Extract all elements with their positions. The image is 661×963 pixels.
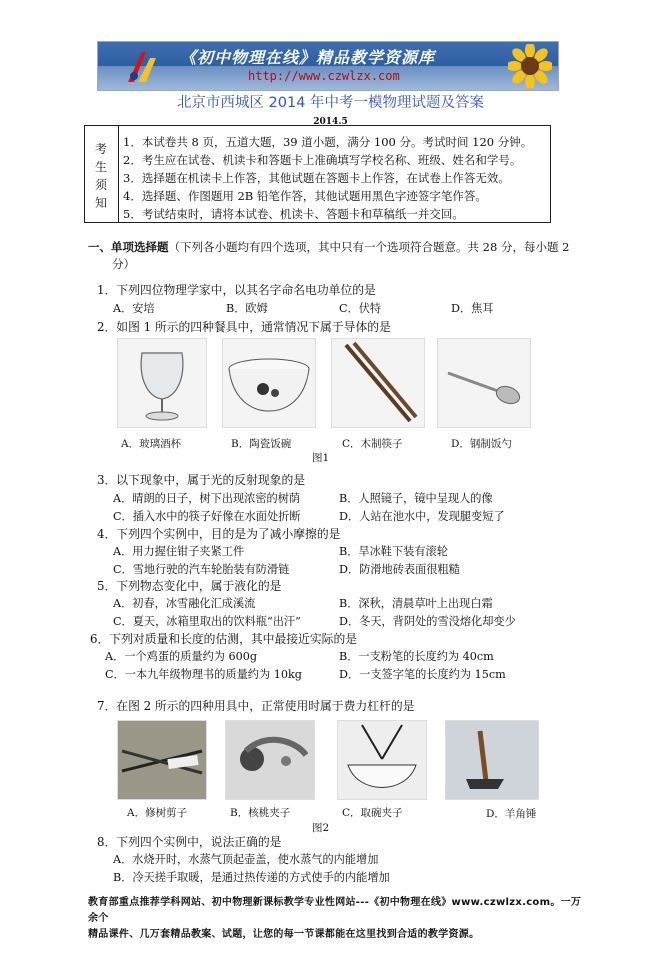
section-description-cont: 分） (112, 257, 135, 271)
q4-option-d: D．防滑地砖表面很粗糙 (339, 563, 460, 576)
q6-option-b: B．一支粉笔的长度约为 40cm (339, 650, 494, 663)
q6-option-d: D．一支签字笔的长度约为 15cm (339, 668, 506, 681)
footer-line-1: 教育部重点推荐学科网站、初中物理新课标教学专业性网站---《初中物理在线》www.czwlzx.com。一万余个 (88, 897, 582, 924)
header-banner (97, 41, 559, 91)
banner-title: 《初中物理在线》精品教学资源库 (180, 48, 436, 67)
question-4-stem: 4．下列四个实例中，目的是为了减小摩擦的是 (97, 527, 341, 541)
steel-spoon-image (437, 338, 531, 428)
q3-option-b: B．人照镜子，镜中呈现人的像 (339, 492, 493, 505)
site-logo-icon (124, 48, 160, 84)
q6-option-c: C．一本九年级物理书的质量约为 10kg (105, 668, 302, 681)
section-title: 一、单项选择题 (88, 240, 169, 254)
q1-option-a: A．安培 (113, 302, 155, 315)
pruning-shears-image (117, 720, 207, 800)
notice-line: 4．选择题、作图题用 2B 铅笔作答，其他试题用黑色字迹签字笔作答。 (123, 189, 487, 203)
footer-line-2: 精品课件、几万套精品教案、试题，让您的每一节课都能在这里找到合适的教学资源。 (88, 929, 480, 940)
q4-option-b: B．旱冰鞋下装有滚轮 (339, 545, 448, 558)
notice-side-char: 考 (95, 142, 108, 156)
wine-glass-image (117, 338, 207, 428)
q8-option-b: B．冷天搓手取暖，是通过热传递的方式使手的内能增加 (113, 871, 390, 884)
q1-option-d: D．焦耳 (451, 302, 494, 315)
page-footer (88, 895, 588, 943)
q3-option-a: A．晴朗的日子，树下出现浓密的树荫 (113, 492, 301, 505)
q5-option-a: A．初春，冰雪融化汇成溪流 (113, 597, 256, 610)
notice-side-char: 须 (95, 178, 108, 192)
q6-option-a: A．一个鸡蛋的质量约为 600g (105, 650, 258, 663)
notice-line: 1．本试卷共 8 页，五道大题，39 道小题，满分 100 分。考试时间 120 分钟。 (123, 135, 533, 149)
fig1-caption-a: A．玻璃酒杯 (121, 438, 182, 450)
q8-option-a: A．水烧开时，水蒸气顶起壶盖，使水蒸气的内能增加 (113, 853, 379, 866)
q3-option-c: C．插入水中的筷子好像在水面处折断 (113, 510, 301, 523)
q1-option-c: C．伏特 (339, 302, 382, 315)
document-title: 北京市西城区 2014 年中考一模物理试题及答案 (176, 95, 485, 111)
q4-option-c: C．雪地行驶的汽车轮胎装有防滑链 (113, 563, 290, 576)
q4-option-a: A．用力握住钳子夹紧工件 (113, 545, 245, 558)
figure-2-label: 图2 (312, 822, 330, 834)
q5-option-b: B．深秋，清晨草叶上出现白霜 (339, 597, 493, 610)
sunflower-icon (508, 44, 552, 88)
question-3-stem: 3．以下现象中，属于光的反射现象的是 (97, 473, 306, 487)
question-2-stem: 2．如图 1 所示的四种餐具中，通常情况下属于导体的是 (97, 320, 391, 334)
q3-option-d: D．人站在池水中，发现腿变短了 (339, 510, 505, 523)
q1-option-b: B．欧姆 (226, 302, 268, 315)
banner-url[interactable]: http://www.czwlzx.com (248, 69, 400, 83)
walnut-cracker-image (225, 720, 315, 800)
fig1-caption-c: C．木制筷子 (342, 438, 403, 450)
bowl-clip-image (337, 720, 427, 800)
question-5-stem: 5．下列物态变化中，属于液化的是 (97, 579, 282, 593)
fig2-caption-d: D．羊角锤 (486, 808, 537, 820)
question-6-stem: 6．下列对质量和长度的估测，其中最接近实际的是 (90, 632, 358, 646)
ceramic-bowl-image (222, 338, 316, 428)
q5-option-d: D．冬天，背阴处的雪没熔化却变少 (339, 615, 516, 628)
notice-side-label (85, 126, 119, 222)
claw-hammer-image (445, 720, 539, 800)
fig1-caption-d: D．钢制饭勺 (451, 438, 512, 450)
question-7-stem: 7．在图 2 所示的四种用具中，正常使用时属于费力杠杆的是 (97, 699, 415, 713)
document-date: 2014.5 (313, 117, 348, 127)
notice-line: 3．选择题在机读卡上作答，其他试题在答题卡上作答，在试卷上作答无效。 (123, 171, 510, 185)
fig2-caption-a: A．修树剪子 (127, 807, 188, 819)
fig2-caption-c: C．取碗夹子 (342, 807, 403, 819)
fig2-caption-b: B．核桃夹子 (230, 807, 291, 819)
exam-notice-box (84, 125, 551, 223)
section-description: （下列各小题均有四个选项，其中只有一个选项符合题意。共 28 分，每小题 2 (168, 240, 570, 254)
fig1-caption-b: B．陶瓷饭碗 (231, 438, 292, 450)
wooden-chopsticks-image (331, 338, 425, 428)
question-1-stem: 1．下列四位物理学家中，以其名字命名电功单位的是 (97, 283, 376, 297)
section-heading (88, 239, 569, 255)
notice-side-char: 知 (95, 196, 108, 210)
question-8-stem: 8．下列四个实例中，说法正确的是 (97, 835, 282, 849)
notice-line: 5．考试结束时，请将本试卷、机读卡、答题卡和草稿纸一并交回。 (123, 207, 464, 221)
notice-lines (123, 133, 532, 223)
notice-line: 2．考生应在试卷、机读卡和答题卡上准确填写学校名称、班级、姓名和学号。 (123, 153, 522, 167)
q5-option-c: C．夏天，冰箱里取出的饮料瓶“出汗” (113, 615, 301, 628)
figure-1-label: 图1 (312, 452, 330, 464)
notice-side-char: 生 (95, 160, 108, 174)
